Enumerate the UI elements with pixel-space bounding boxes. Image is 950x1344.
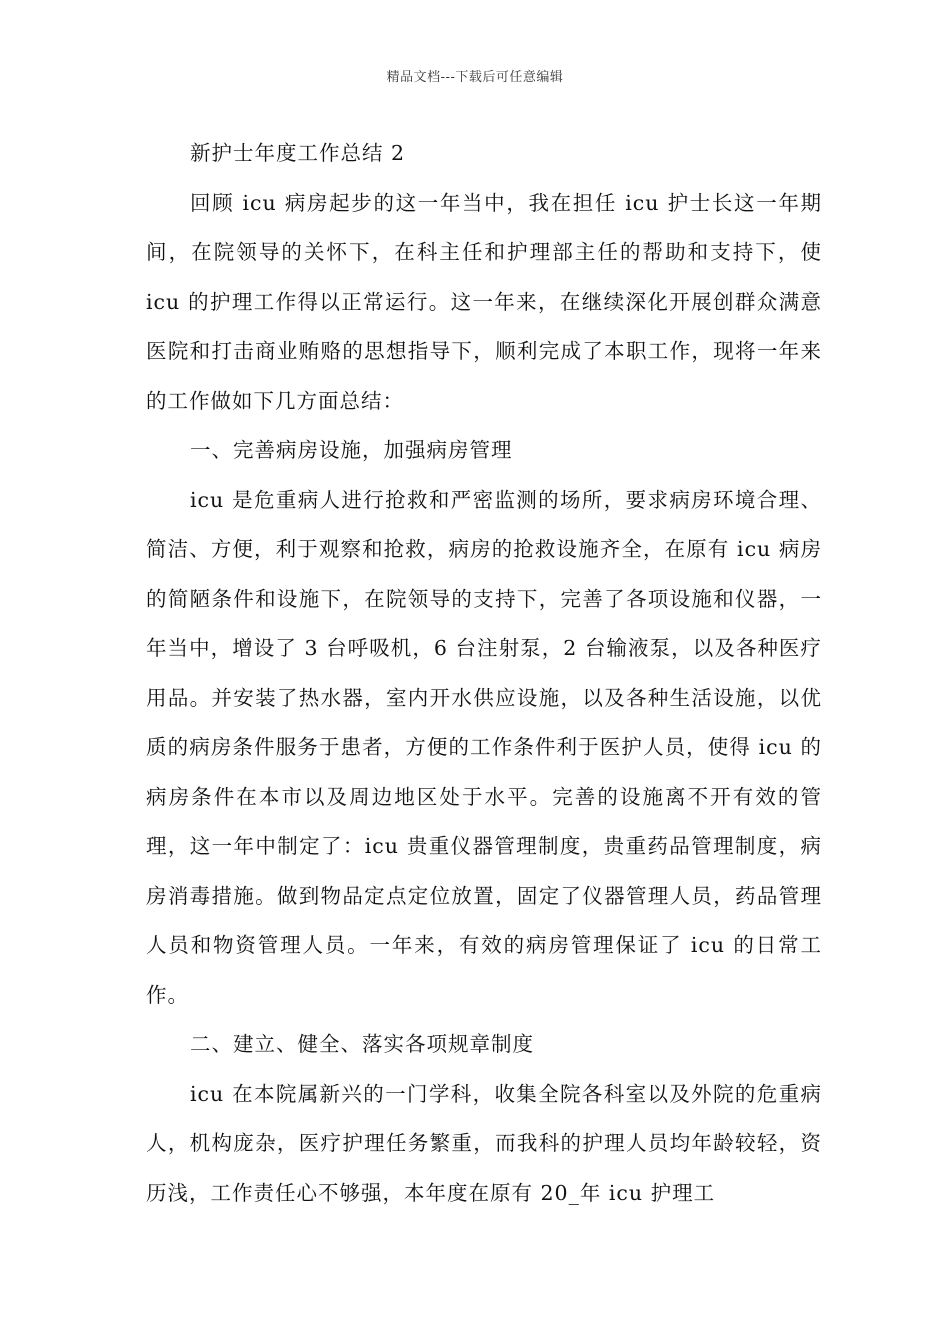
intro-paragraph: 回顾 icu 病房起步的这一年当中，我在担任 icu 护士长这一年期间，在院领导的关怀下，在科主任和护理部主任的帮助和支持下，使 icu 的护理工作得以正常运行。这一年来，在继续深化开展创群众满意医院和打击商业贿赂的思想指导下，顺利完成了本职工作，现将一年来的工作做如下几方面总结： — [146, 190, 822, 413]
page-header-note: 精品文档---下载后可任意编辑 — [386, 70, 564, 85]
section-1-heading: 一、完善病房设施，加强病房管理 — [190, 438, 513, 462]
document-body — [146, 129, 822, 1218]
section-2-paragraph: icu 在本院属新兴的一门学科，收集全院各科室以及外院的危重病人，机构庞杂，医疗护理任务繁重，而我科的护理人员均年龄较轻，资历浅，工作责任心不够强，本年度在原有 20_年 icu 护理工 — [146, 1081, 822, 1205]
section-2-heading: 二、建立、健全、落实各项规章制度 — [190, 1032, 534, 1056]
section-1-paragraph: icu 是危重病人进行抢救和严密监测的场所，要求病房环境合理、简洁、方便，利于观察和抢救，病房的抢救设施齐全，在原有 icu 病房的简陋条件和设施下，在院领导的支持下，完善了各项设施和仪器，一年当中，增设了 3 台呼吸机，6 台注射泵，2 台输液泵，以及各种医疗用品。并安装了热水器，室内开水供应设施，以及各种生活设施，以优质的病房条件服务于患者，方便的工作条件利于医护人员，使得 icu 的病房条件在本市以及周边地区处于水平。完善的设施离不开有效的管理，这一年中制定了：icu 贵重仪器管理制度，贵重药品管理制度，病房消毒措施。做到物品定点定位放置，固定了仪器管理人员，药品管理人员和物资管理人员。一年来，有效的病房管理保证了 icu 的日常工作。 — [146, 487, 822, 1007]
document-title: 新护士年度工作总结 2 — [190, 141, 406, 165]
